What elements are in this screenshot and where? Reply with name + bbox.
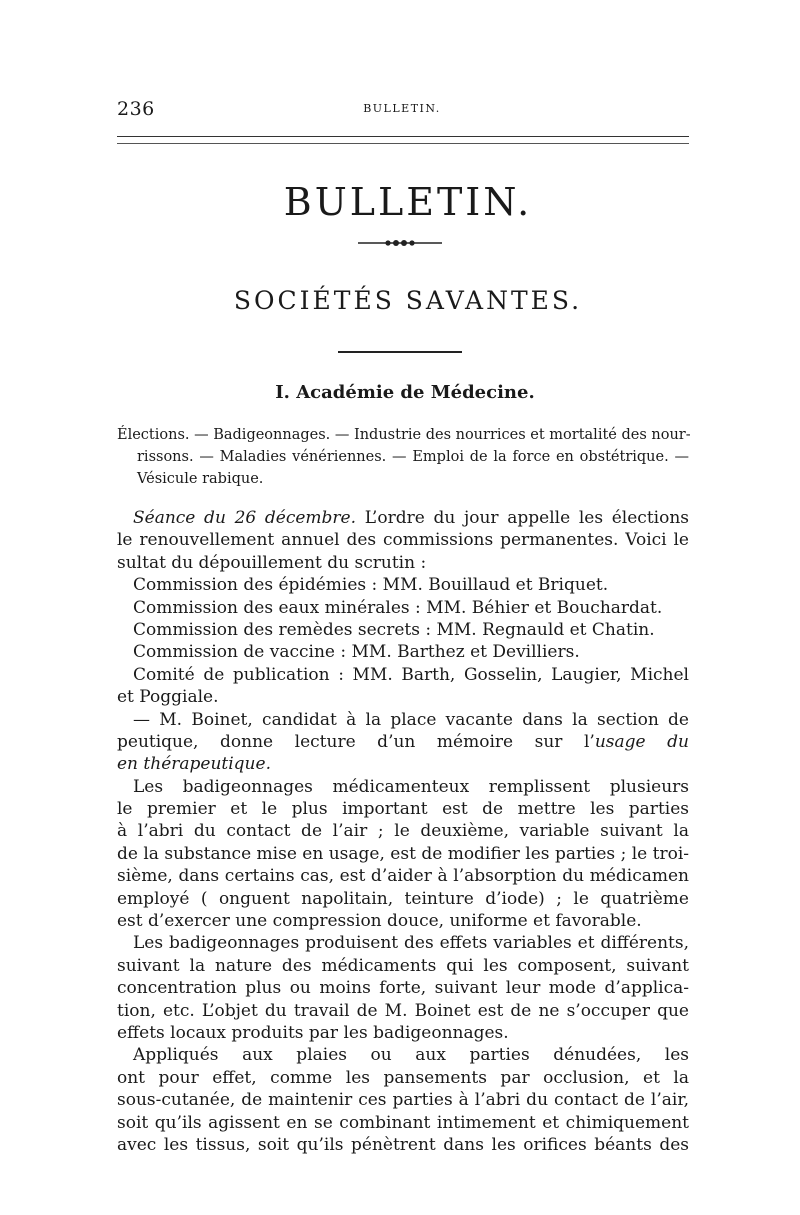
seance-line: sultat du dépouillement du scrutin : xyxy=(117,552,427,573)
paragraph-line: Les badigeonnages médicamenteux remplissent plusieurs xyxy=(133,776,689,797)
summary-line: Vésicule rabique. xyxy=(137,471,264,487)
summary-block xyxy=(117,424,689,490)
paragraph-line: à l’abri du contact de l’air ; le deuxième, variable suivant la xyxy=(117,821,689,842)
paragraph-line: sous-cutanée, de maintenir ces parties à l’abri du contact de l’air, xyxy=(117,1090,689,1111)
paragraph-line: employé ( onguent napolitain, teinture d’iode) ; le quatrième xyxy=(117,888,689,909)
section-rule xyxy=(338,351,462,353)
boinet-line: — M. Boinet, candidat à la place vacante dans la section de xyxy=(133,709,689,730)
body-text xyxy=(117,507,689,1156)
paragraph-line: sième, dans certains cas, est d’aider à l’absorption du médicamen xyxy=(117,866,689,887)
commission-line: Commission des épidémies : MM. Bouillaud et Briquet. xyxy=(133,575,609,596)
page-number: 236 xyxy=(117,98,155,120)
commission-line: Comité de publication : MM. Barth, Gosselin, Laugier, Michel xyxy=(133,664,689,685)
paragraph-line: Les badigeonnages produisent des effets variables et différents, xyxy=(133,933,689,954)
boinet-text: peutique, donne lecture d’un mémoire sur l’ xyxy=(117,731,595,752)
paragraph-line: effets locaux produits par les badigeonnages. xyxy=(117,1022,509,1043)
seance-date: Séance du 26 décembre. xyxy=(133,508,357,528)
paragraph-line: soit qu’ils agissent en se combinant intimement et chimiquement xyxy=(117,1112,689,1133)
paragraph-line: le premier et le plus important est de mettre les parties xyxy=(117,799,689,820)
subsection-title: I. Académie de Médecine. xyxy=(275,382,535,403)
commission-line: Commission des remèdes secrets : MM. Regnauld et Chatin. xyxy=(133,619,655,640)
ornament-divider xyxy=(358,236,442,250)
paragraph-line: de la substance mise en usage, est de modifier les parties ; le troi- xyxy=(117,843,689,864)
boinet-memoir-title-cont: en thérapeutique. xyxy=(117,754,271,775)
boinet-line xyxy=(117,731,689,753)
seance-line: le renouvellement annuel des commissions permanentes. Voici le xyxy=(117,530,689,551)
section-title: SOCIÉTÉS SAVANTES. xyxy=(233,286,583,315)
paragraph-line: avec les tissus, soit qu’ils pénètrent dans les orifices béants des xyxy=(117,1134,689,1155)
summary-line: Élections. — Badigeonnages. — Industrie des nourrices et mortalité des nour- xyxy=(117,427,691,443)
paragraph-line: suivant la nature des médicaments qui les composent, suivant xyxy=(117,955,689,976)
paragraph-line: concentration plus ou moins forte, suivant leur mode d’applica- xyxy=(117,978,689,999)
commission-line: Commission de vaccine : MM. Barthez et Devilliers. xyxy=(133,642,580,663)
paragraph-line: tion, etc. L’objet du travail de M. Boinet est de ne s’occuper que xyxy=(117,1000,689,1021)
boinet-line xyxy=(117,753,689,775)
summary-line: rissons. — Maladies vénériennes. — Emploi de la force en obstétrique. — xyxy=(137,449,689,465)
page-title: BULLETIN. xyxy=(283,180,533,224)
commission-line: Commission des eaux minérales : MM. Béhier et Bouchardat. xyxy=(133,597,663,618)
paragraph-line: ont pour effet, comme les pansements par occlusion, et la xyxy=(117,1067,689,1088)
seance-line xyxy=(117,507,689,529)
running-title: BULLETIN. xyxy=(363,102,441,115)
running-head xyxy=(117,98,687,122)
paragraph-line: est d’exercer une compression douce, uniforme et favorable. xyxy=(117,911,642,932)
commission-line: et Poggiale. xyxy=(117,687,219,708)
header-double-rule xyxy=(117,136,689,144)
seance-text: L’ordre du jour appelle les élections xyxy=(364,508,689,528)
paragraph-line: Appliqués aux plaies ou aux parties dénudées, les xyxy=(133,1045,689,1066)
boinet-memoir-title: usage du xyxy=(594,731,689,752)
